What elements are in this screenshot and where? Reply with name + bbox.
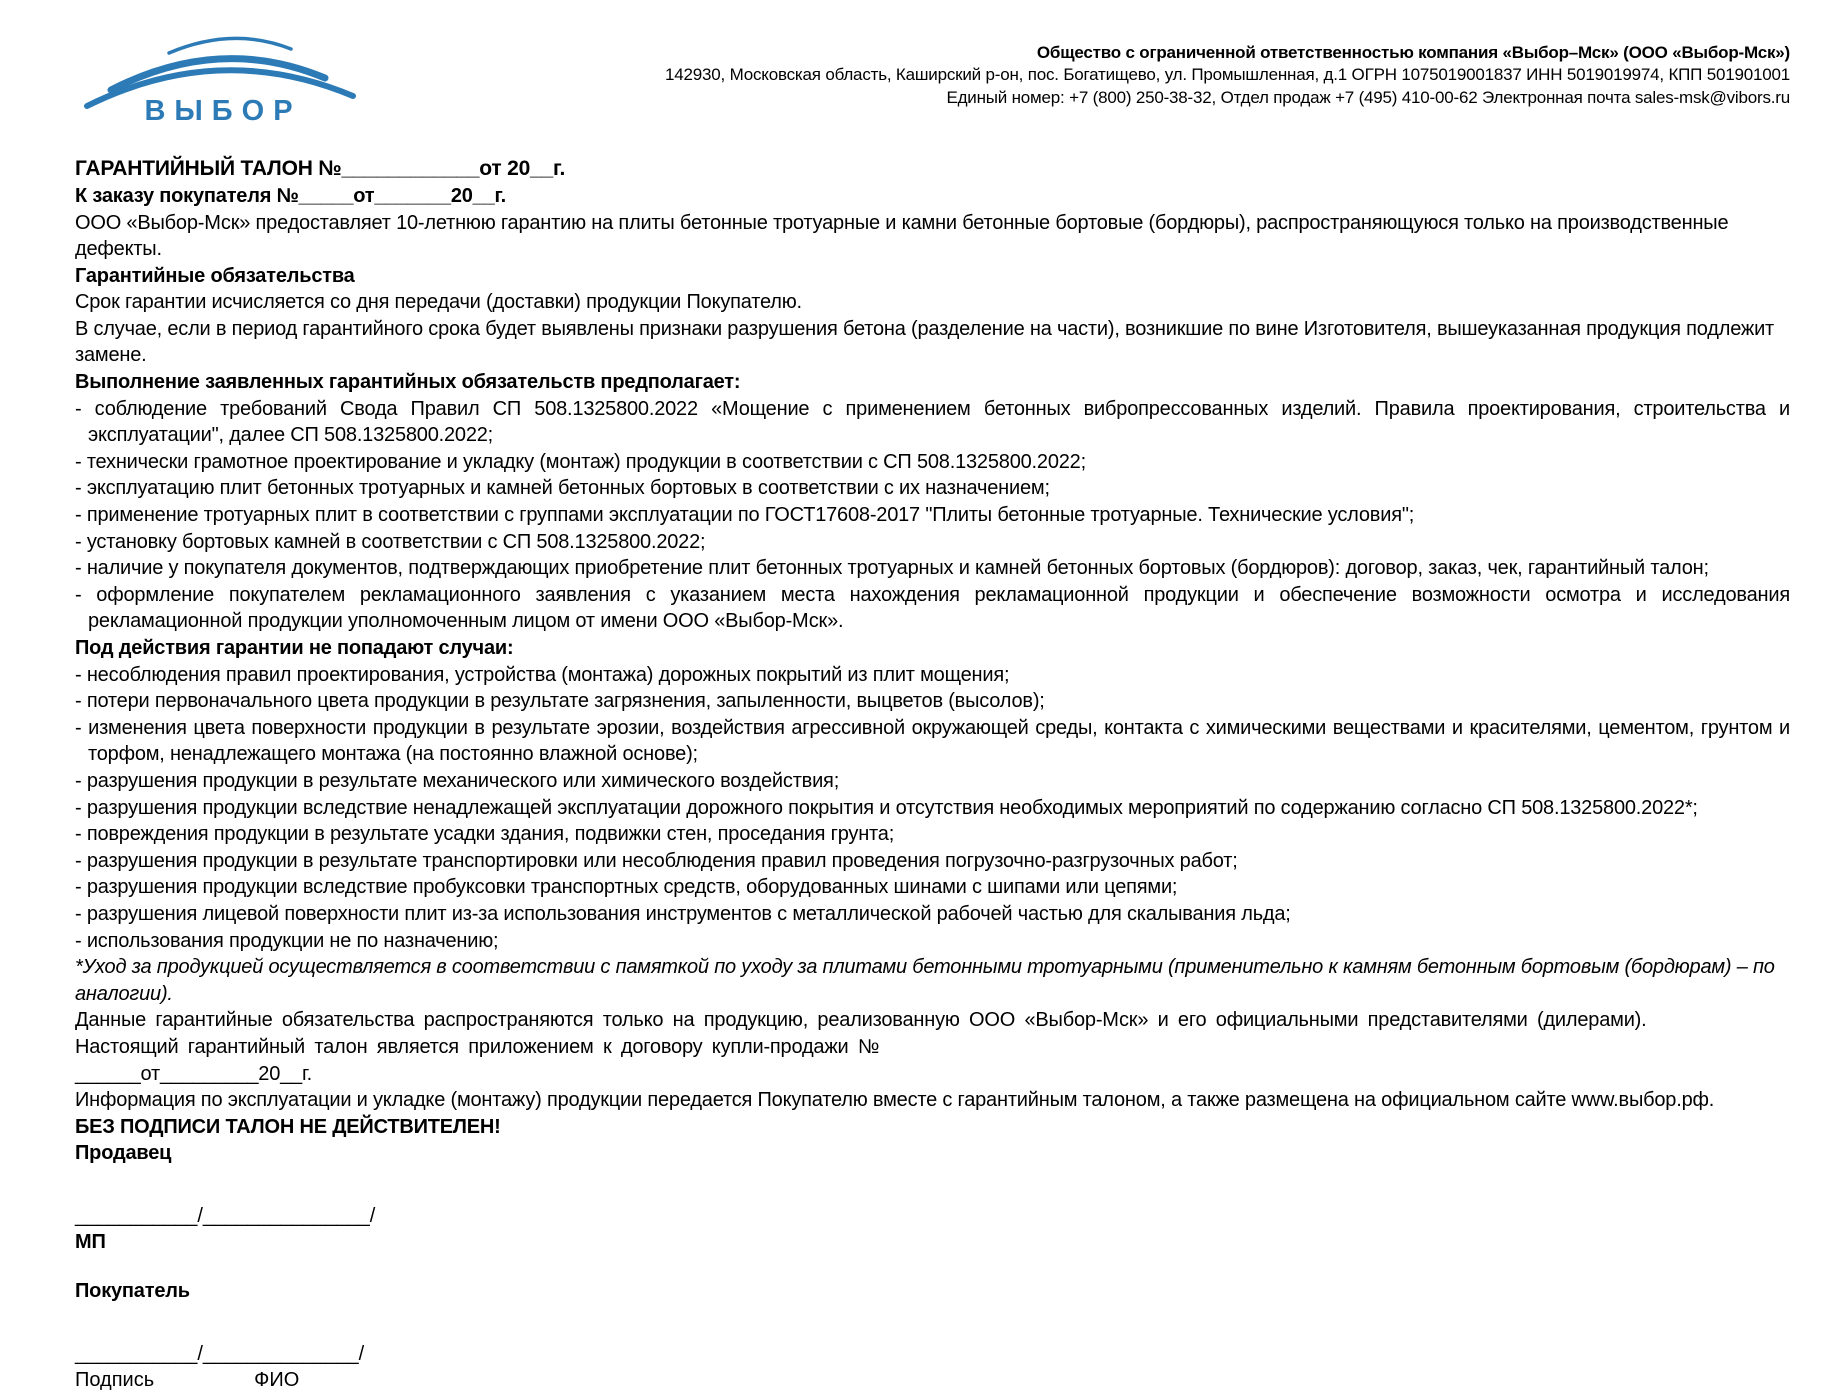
no-signature-warning: БЕЗ ПОДПИСИ ТАЛОН НЕ ДЕЙСТВИТЕЛЕН! [75,1115,501,1138]
signature-caption: Подпись [75,1369,155,1392]
company-contacts: Единый номер: +7 (800) 250-38-32, Отдел продаж +7 (495) 410-00-62 Электронная почта sales-msk@vibors.ru [946,87,1790,107]
warranty-term-paragraph: Срок гарантии исчисляется со дня передачи (доставки) продукции Покупателю. [75,291,802,314]
stamp-label: МП [75,1231,106,1254]
seller-label: Продавец [75,1142,172,1165]
fulfillment-item: - наличие у покупателя документов, подтверждающих приобретение плит бетонных тротуарных и камней бетонных бортовых (бордюров): договор, заказ, чек, гарантийный талон; [75,557,1709,580]
buyer-label: Покупатель [75,1280,190,1303]
exclusion-item: - разрушения продукции в результате транспортировки или несоблюдения правил проведения погрузочно-разгрузочных работ; [75,849,1238,872]
exclusion-item: - разрушения продукции вследствие пробуксовки транспортных средств, оборудованных шинами с шипами или цепями; [75,876,1178,899]
annex-paragraph: Настоящий гарантийный талон является приложением к договору купли-продажи № [75,1035,880,1058]
exclusions-heading: Под действия гарантии не попадают случаи: [75,637,514,660]
order-line: К заказу покупателя №_____от_______20__г. [75,184,507,207]
annex-blank-line: ______от_________20__г. [75,1062,312,1085]
exclusion-item: - потери первоначального цвета продукции в результате загрязнения, запыленности, выцветов (высолов); [75,690,1045,713]
fulfillment-item: - установку бортовых камней в соответствии с СП 508.1325800.2022; [75,530,706,553]
document-title: ГАРАНТИЙНЫЙ ТАЛОН №____________от 20__г. [75,157,566,180]
fulfillment-item: - применение тротуарных плит в соответствии с группами эксплуатации по ГОСТ17608-2017 "Плиты бетонные тротуарные. Технические условия"; [75,504,1415,527]
header [75,26,1790,131]
exclusion-item: - разрушения лицевой поверхности плит из-за использования инструментов с металлической рабочей частью для скалывания льда; [75,902,1291,925]
exclusion-item: - разрушения продукции в результате механического или химического воздействия; [75,769,840,792]
logo-text: ВЫБОР [144,95,302,127]
fulfillment-item: - технически грамотное проектирование и укладку (монтаж) продукции в соответствии с СП 508.1325800.2022; [75,450,1086,473]
warranty-obligations-heading: Гарантийные обязательства [75,264,355,287]
care-footnote: *Уход за продукцией осуществляется в соответствии с памяткой по уходу за плитами бетонными тротуарными (применительно к камням бетонным бортовым (бордюрам) – по аналогии). [75,956,1775,1005]
info-paragraph: Информация по эксплуатации и укладке (монтажу) продукции передается Покупателю вместе с гарантийным талоном, а также размещена на официальном сайте www.выбор.рф. [75,1089,1715,1112]
logo-swoosh-icon [85,26,355,126]
company-address: 142930, Московская область, Каширский р-он, пос. Богатищево, ул. Промышленная, д.1 ОГРН 1075019001837 ИНН 5019019974, КПП 501901001 [665,65,1790,85]
fulfillment-heading: Выполнение заявленных гарантийных обязательств предполагает: [75,371,741,394]
intro-paragraph: ООО «Выбор-Мск» предоставляет 10-летнюю гарантию на плиты бетонные тротуарные и камни бетонные бортовые (бордюры), распространяющуюся только на производственные дефекты. [75,211,1729,261]
vybor-logo [85,26,355,131]
fulfillment-item: - соблюдение требований Свода Правил СП 508.1325800.2022 «Мощение с применением бетонных вибропрессованных изделий. Правила проектирования, строительства и эксплуатации", далее СП 508.1325800.2022; [75,397,1790,447]
company-name: Общество с ограниченной ответственностью компания «Выбор–Мск» (ООО «Выбор-Мск») [1036,43,1790,62]
exclusion-item: - повреждения продукции в результате усадки здания, подвижки стен, проседания грунта; [75,823,895,846]
exclusion-item: - разрушения продукции вследствие ненадлежащей эксплуатации дорожного покрытия и отсутствия необходимых мероприятий по содержанию согласно СП 508.1325800.2022*; [75,796,1698,819]
exclusion-item: - несоблюдения правил проектирования, устройства (монтажа) дорожных покрытий из плит мощения; [75,663,1010,686]
exclusion-item: - изменения цвета поверхности продукции в результате эрозии, воздействия агрессивной окружающей среды, контакта с химическими веществами и красителями, цементом, грунтом и торфом, ненадлежащего монтажа (на постоянно влажной основе); [75,716,1790,766]
replacement-paragraph: В случае, если в период гарантийного срока будет выявлены признаки разрушения бетона (разделение на части), возникшие по вине Изготовителя, вышеуказанная продукция подлежит замене. [75,317,1775,367]
fulfillment-item: - оформление покупателем рекламационного заявления с указанием места нахождения рекламационной продукции и обеспечение возможности осмотра и исследования рекламационной продукции уполномоченным лицом от имени ООО «Выбор-Мск». [75,583,1790,633]
fulfillment-item: - эксплуатацию плит бетонных тротуарных и камней бетонных бортовых в соответствии с их назначением; [75,477,1050,500]
buyer-signature-line: ___________/______________/ [75,1342,365,1365]
logo-arc-small [169,38,291,53]
distribution-paragraph: Данные гарантийные обязательства распространяются только на продукцию, реализованную ООО «Выбор-Мск» и его официальными представителями (дилерами). [75,1009,1647,1032]
signature-captions [75,1367,1790,1394]
document-body [75,155,1790,1394]
seller-signature-line: ___________/_______________/ [75,1204,376,1227]
fio-caption: ФИО [254,1369,300,1392]
exclusion-item: - использования продукции не по назначению; [75,929,499,952]
company-details [665,26,1790,109]
